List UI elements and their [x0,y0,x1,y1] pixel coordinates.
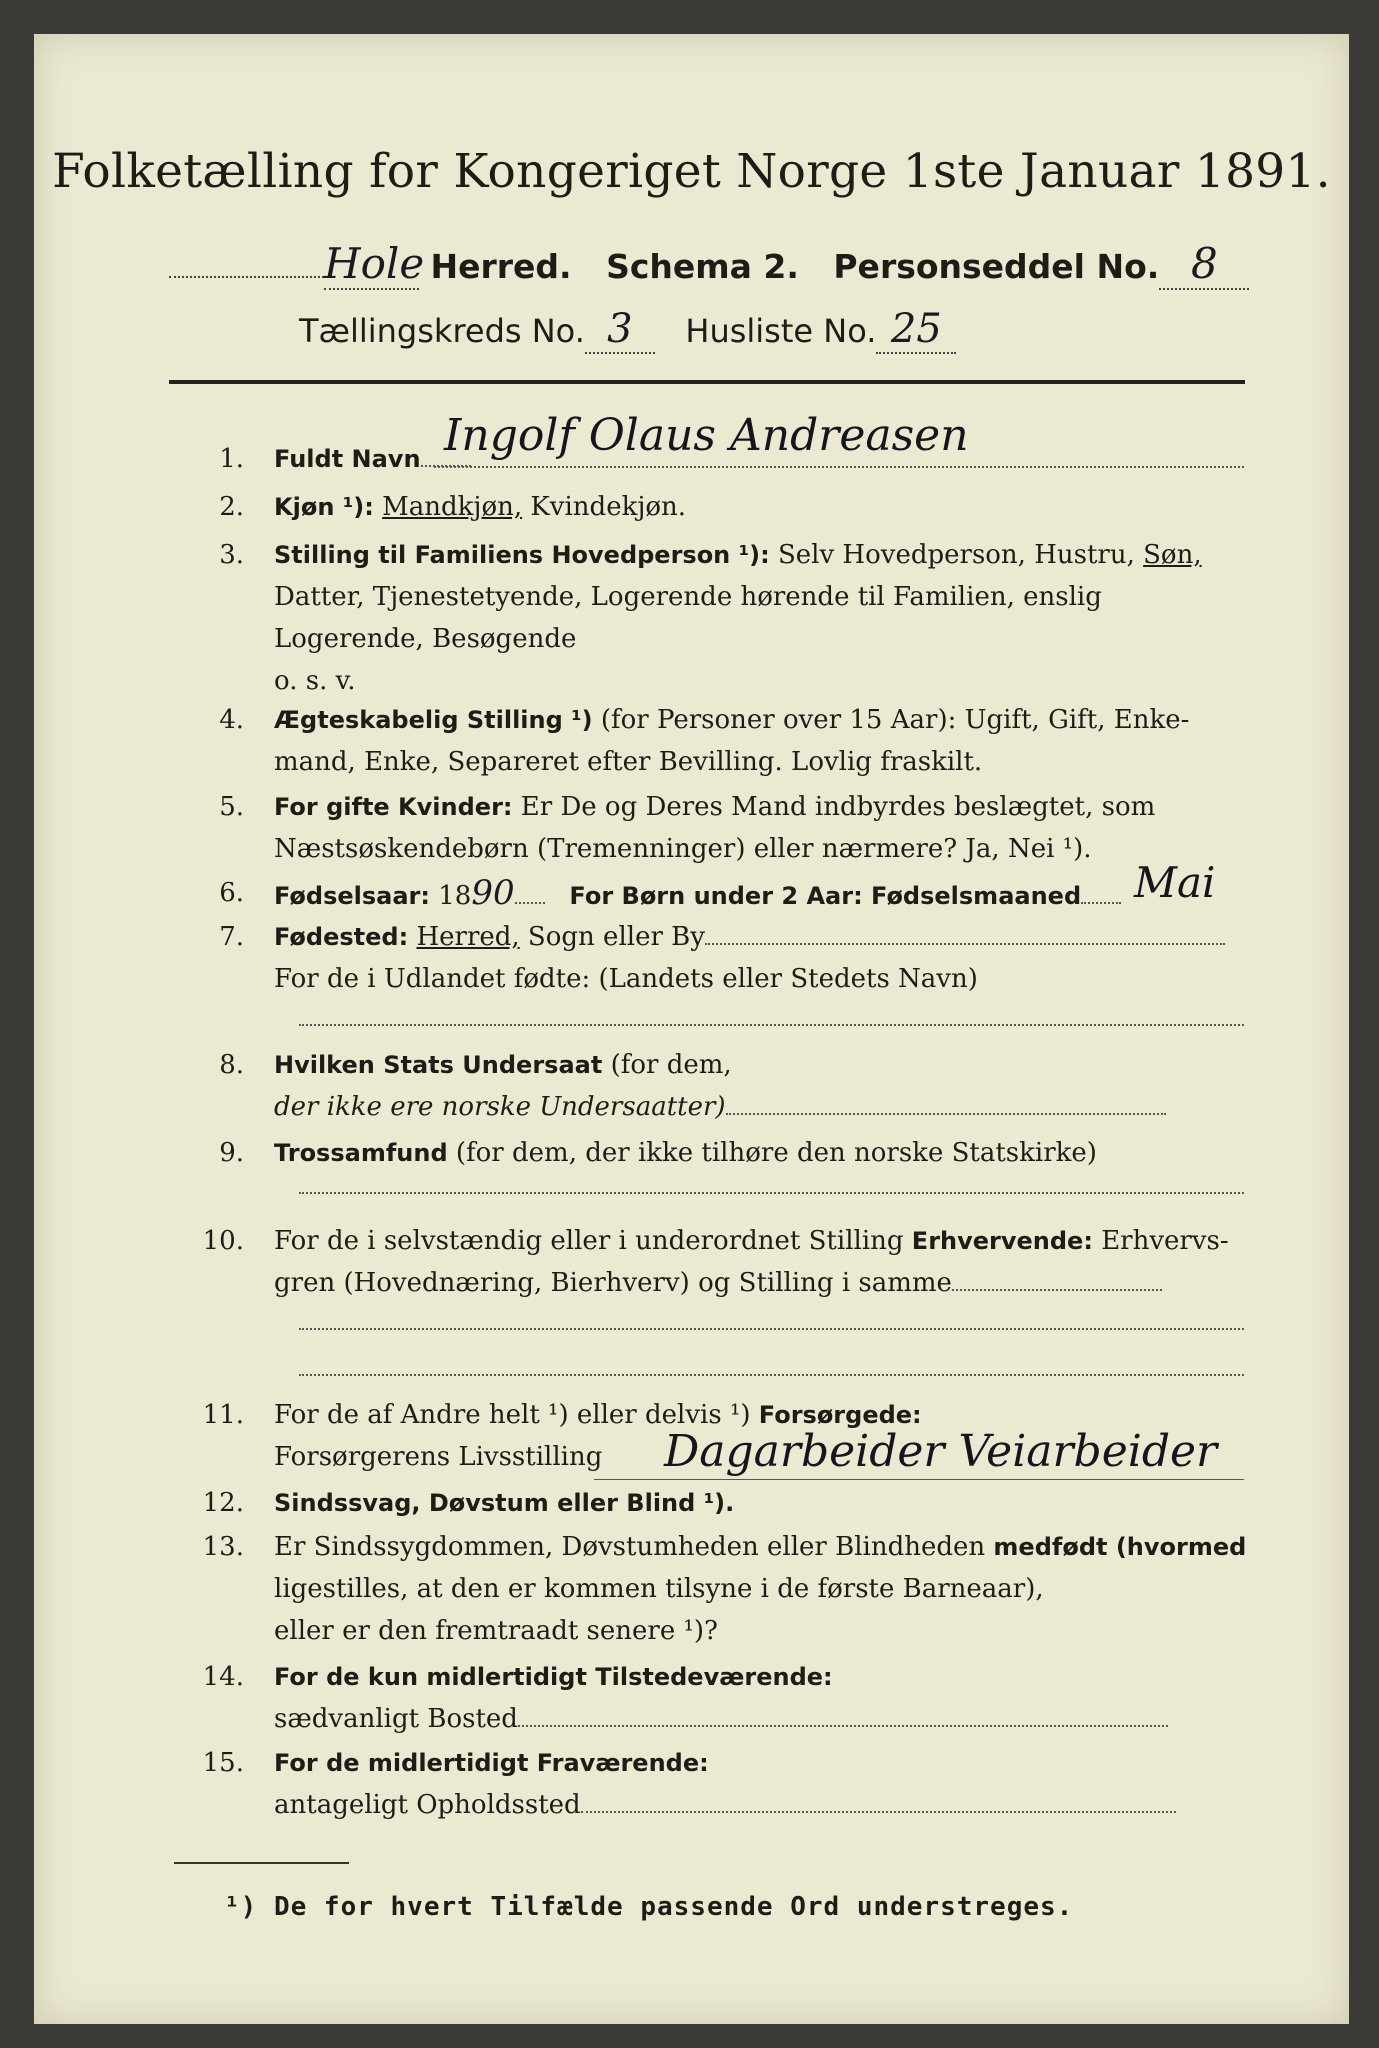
herred-value: Hole [324,239,425,288]
selected-birthplace: Herred, [416,922,520,952]
schema-label: Schema 2. [606,247,799,286]
husliste-label: Husliste No. [685,312,877,350]
item-11-line [594,1479,1244,1480]
kreds-label: Tællingskreds No. [299,312,585,350]
footnote: ¹) De for hvert Tilfælde passende Ord understreges. [224,1892,1074,1922]
form-title: Folketælling for Kongeriget Norge 1ste Januar 1891. [52,144,1331,199]
birth-month-value: Mai [1134,858,1216,907]
birth-year-value: 90 [471,873,515,913]
footnote-rule [174,1862,349,1864]
header-rule [169,380,1245,384]
herred-label: Herred. [430,247,572,286]
selected-position: Søn, [1143,540,1202,570]
personseddel-value: 8 [1159,239,1249,290]
selected-sex: Mandkjøn, [382,492,523,522]
item-10-line-b [299,1374,1244,1376]
header-line-2 [299,306,956,354]
provider-occupation-value: Dagarbeider Veiarbeider [664,1426,1218,1477]
personseddel-label: Personseddel No. [833,247,1160,286]
item-7-line [299,1024,1244,1026]
census-form: Folketælling for Kongeriget Norge 1ste Januar 1891. Hole Herred. Schema 2. Personseddel No. 8 Tællingskreds No. 3 Husliste No. 25 1. Fuldt Navn Ingolf Olaus Andreasen 2. Kjøn ¹): Mandkjøn, Kvindekjøn. 3. Stilling til Familiens Hovedperson ¹): Selv Hovedperson, Hustru, Søn, Datter, Tjenestetyende, Logerende hørende til Familien, enslig Logerende, Besøgende o. s. v. 4. Ægteskabelig Stilling ¹) (for Personer over 15 Aar): Ugift, Gift, Enke- mand, Enke, Separeret efter Bevilling. Lovlig fraskilt. 5. For gifte Kvinder: Er De og Deres Mand indbyrdes beslægtet, som Næstsøskendebørn (Tremenninger) eller nærmere? Ja, Nei ¹). 6. Fødselsaar: 1890 For Børn under 2 Aar: Fødselsmaaned Mai 7. Fødested: Herred, Sogn eller By For de i Udlandet fødte: (Landets eller Stedets Navn) 8. Hvilken Stats Undersaat (for dem, der ikke ere norske Undersaatter) 9. Trossamfund (for dem, der ikke tilhøre den norske Statskirke) 10. For de i selvstændig eller i underordnet Stilling Erhvervende: Erhvervs- gren (Hovednæring, Bierhverv) og Stilling i samme 11. For de af Andre helt ¹) eller delvis ¹) Forsørgede: Forsørgerens Livsstilling Dagarbeider Veiarbeider 12. Sindssvag, Døvstum eller Blind ¹). 13. Er Sindssygdommen, Døvstumheden eller Blindheden medfødt (hvormed ligestilles, at den er kommen tilsyne i de første Barneaar), eller er den fremtraadt senere ¹)? 14. For de kun midlertidigt Tilstedeværende: sædvanligt Bosted 15. For de midlertidigt Fraværende: antageligt Opholdssted ¹) De for hvert Tilfælde passende Ord understreges. [34,34,1349,2024]
full-name-line [434,466,1244,468]
husliste-value: 25 [876,306,956,354]
item-10-line-a [299,1328,1244,1330]
header-line-1 [169,239,1249,290]
kreds-value: 3 [585,306,655,354]
full-name-value: Ingolf Olaus Andreasen [444,410,969,461]
item-9-line [299,1192,1244,1194]
